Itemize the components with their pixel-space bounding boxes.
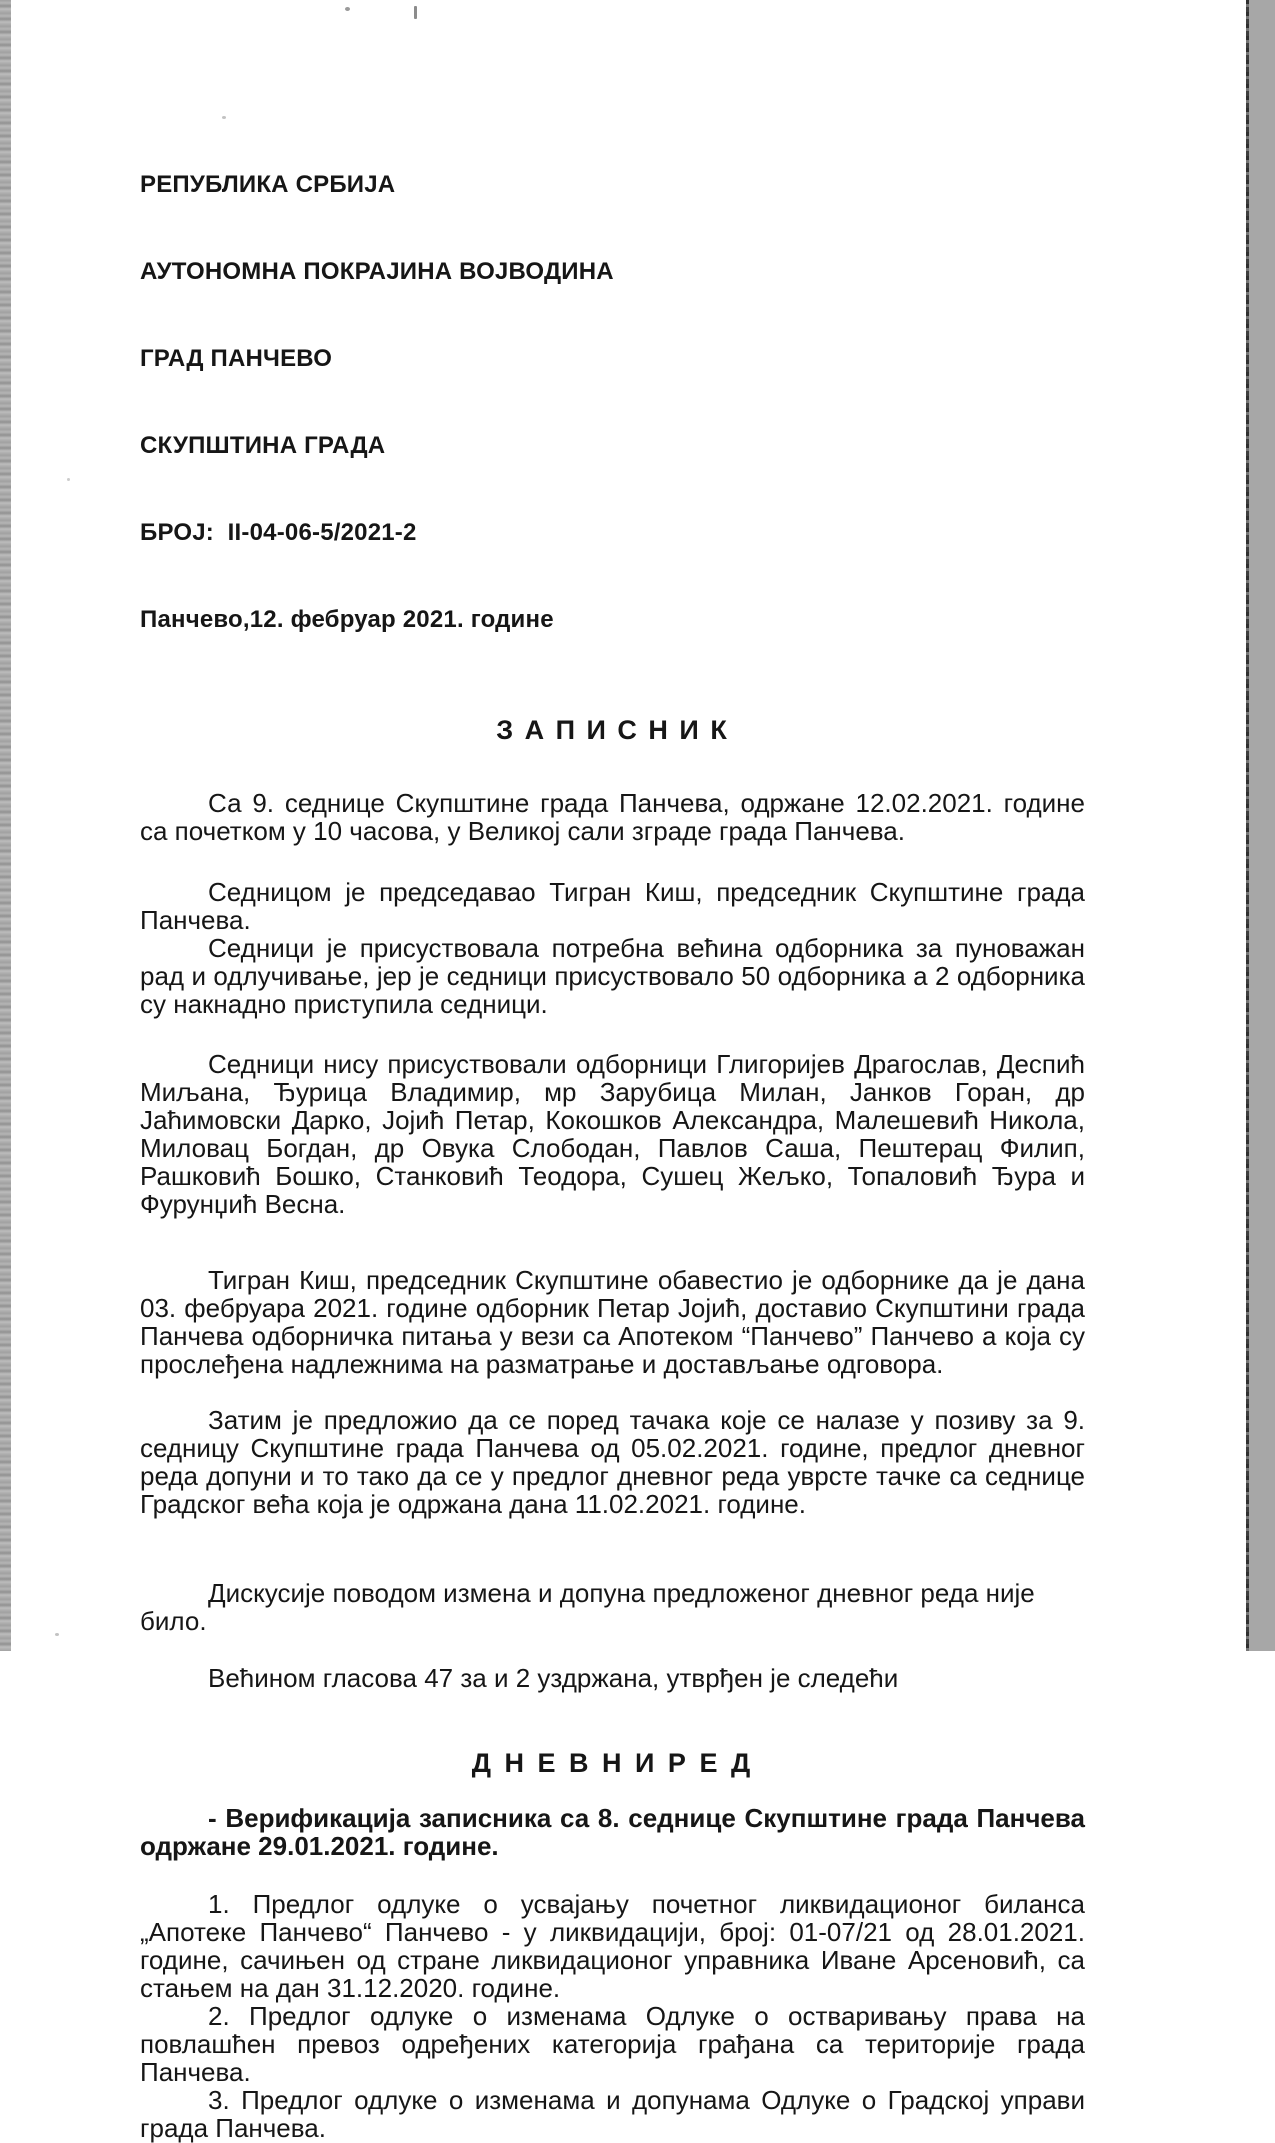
document-letterhead xyxy=(140,112,1085,692)
paragraph-quorum: Седници је присуствовала потребна већина одборника за пуноважан рад и одлучивање, јер је седници присуствовало 50 одборника а 2 одборника су накнадно приступила седници. xyxy=(140,933,1085,1019)
letterhead-line-city: ГРАД ПАНЧЕВО xyxy=(140,345,333,372)
agenda-item-3: 3. Предлог одлуке о изменама и допунама Одлуке о Градској управи града Панчева. xyxy=(140,2085,1085,2143)
letterhead-line-assembly: СКУПШТИНА ГРАДА xyxy=(140,432,386,459)
letterhead-line-republic: РЕПУБЛИКА СРБИЈА xyxy=(140,171,396,198)
paragraph-presiding: Седницом је председавао Тигран Киш, председник Скупштине града Панчева. xyxy=(140,877,1085,935)
paragraph-no-discussion: Дискусије поводом измена и допуна предложеног дневног реда није било. xyxy=(140,1578,1035,1636)
paragraph-session-intro: Са 9. седнице Скупштине града Панчева, одржане 12.02.2021. године са почетком у 10 часова, у Великој сали зграде града Панчева. xyxy=(140,788,1085,846)
paragraph-vote-result: Већином гласова 47 за и 2 уздржана, утврђен је следећи xyxy=(208,1663,899,1693)
agenda-heading: Д Н Е В Н И Р Е Д xyxy=(471,1748,754,1778)
letterhead-line-date: Панчево,12. фебруар 2021. године xyxy=(140,606,554,633)
letterhead-line-province: АУТОНОМНА ПОКРАЈИНА ВОЈВОДИНА xyxy=(140,258,614,285)
paragraph-member-questions: Тигран Киш, председник Скупштине обавестио је одборнике да је дана 03. фебруара 2021. године одборник Петар Јојић, доставио Скупштини града Панчева одборничка питања у вези са Апотеком “Панчево” Панчево а која су прослеђена надлежнима на разматрање и достављање одговора. xyxy=(140,1265,1085,1379)
paragraph-agenda-proposal: Затим је предложио да се поред тачака које се налазе у позиву за 9. седницу Скупштине града Панчева од 05.02.2021. године, предлог дневног реда допуни и то тако да се у предлог дневног реда уврсте тачке са седнице Градског већа која је одржана дана 11.02.2021. године. xyxy=(140,1405,1085,1519)
letterhead-line-number: БРОЈ: II-04-06-5/2021-2 xyxy=(140,519,417,546)
agenda-item-1: 1. Предлог одлуке о усвајању почетног ликвидационог биланса „Апотеке Панчево“ Панчево - у ликвидацији, број: 01-07/21 од 28.01.2021. године, сачињен од стране ликвидационог управника Иване Арсеновић, са стањем на дан 31.12.2020. године. xyxy=(140,1889,1085,2003)
agenda-item-2: 2. Предлог одлуке о изменама Одлуке о остваривању права на повлашћен превоз одређених категорија грађана са територије града Панчева. xyxy=(140,2001,1085,2087)
document-title: З А П И С Н И К xyxy=(496,715,729,745)
agenda-verification-item: - Верификација записника са 8. седнице Скупштине града Панчева одржане 29.01.2021. године. xyxy=(140,1803,1085,1861)
paragraph-absent-members: Седници нису присуствовали одборници Глигоријев Драгослав, Деспић Миљана, Ђурица Владимир, мр Зарубица Милан, Јанков Горан, др Јаћимовски Дарко, Јојић Петар, Кокошков Александра, Малешевић Никола, Миловац Богдан, др Овука Слободан, Павлов Саша, Пештерац Филип, Рашковић Бошко, Станковић Теодора, Сушец Жељко, Топаловић Ђура и Фурунџић Весна. xyxy=(140,1049,1085,1219)
